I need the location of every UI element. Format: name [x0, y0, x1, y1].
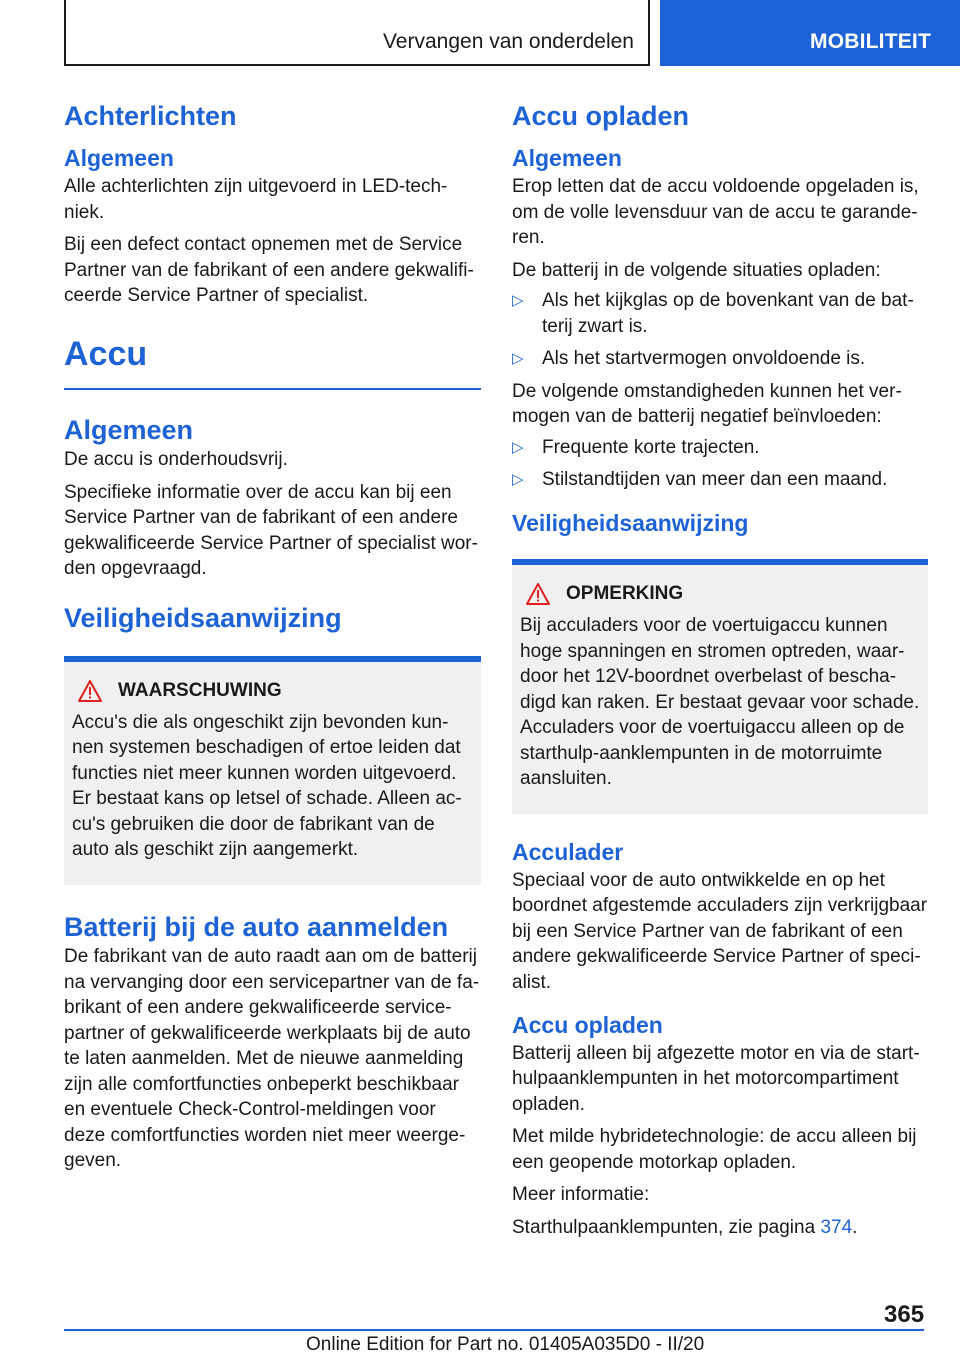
- warning-triangle-icon: [526, 583, 550, 605]
- page-number: 365: [884, 1301, 925, 1328]
- warning-text: Accu's die als ongeschikt zijn bevonden kun-nen systemen beschadigen of ertoe leiden dat functies niet meer kunnen worden uitgevoerd. Er bestaat kans op letsel of schade. Alleen ac-cu's gebruiken die door de fabrikant van de auto als geschikt zijn aangemerkt.: [72, 711, 462, 861]
- paragraph-accu-2: Specifieke informatie over de accu kan bij een Service Partner van de fabrikant of een andere gekwalificeerde Service Partner of specialist wor-den opgevraagd.: [64, 481, 478, 580]
- paragraph-opladen-2: De batterij in de volgende situaties opladen:: [512, 259, 881, 281]
- note-box: [512, 559, 928, 814]
- list-item: ▷ Stilstandtijden van meer dan een maand.: [512, 467, 928, 493]
- footer-edition: Online Edition for Part no. 01405A035D0 - II/20: [306, 1334, 705, 1355]
- triangle-bullet-icon: ▷: [512, 471, 524, 489]
- warning-label: WAARSCHUWING: [118, 679, 282, 701]
- heading-accu: Accu: [64, 334, 148, 373]
- paragraph-accu-1: De accu is onderhoudsvrij.: [64, 449, 288, 471]
- heading-achterlichten: Achterlichten: [64, 101, 237, 131]
- heading-acculader: Acculader: [512, 838, 624, 865]
- list-item: ▷ Frequente korte trajecten.: [512, 435, 928, 461]
- list-item: ▷ Als het kijkglas op de bovenkant van de bat-terij zwart is.: [512, 290, 914, 337]
- left-column: [64, 100, 481, 1174]
- paragraph-opladen2-2: Met milde hybridetechnologie: de accu alleen bij een geopende motorkap opladen.: [512, 1126, 917, 1173]
- heading-veiligheid-right: Veiligheidsaanwijzing: [512, 509, 749, 536]
- note-label: OPMERKING: [566, 583, 684, 605]
- heading-batterij-aanmelden: Batterij bij de auto aanmelden: [64, 911, 449, 942]
- footer-divider: [64, 1329, 924, 1331]
- warning-header: [72, 680, 473, 702]
- paragraph-opladen-1: Erop letten dat de accu voldoende opgeladen is, om de volle levensduur van de accu te garande-ren.: [512, 176, 919, 249]
- bullet-list-omstandigheden: [512, 435, 928, 493]
- heading-accu-opladen: Accu opladen: [512, 101, 690, 131]
- header-section-box: [64, 0, 650, 66]
- bullet-list-situaties: [512, 288, 928, 372]
- paragraph-acculader: Speciaal voor de auto ontwikkelde en op het boordnet afgestemde acculaders zijn verkrijgbaar bij een Service Partner van de fabrikant of een andere gekwalificeerde Service Partner of speci-alist.: [512, 869, 928, 993]
- heading-veiligheid-left: Veiligheidsaanwijzing: [64, 602, 342, 633]
- paragraph-opladen2-3: Meer informatie:: [512, 1184, 650, 1206]
- subheading-algemeen-opladen: Algemeen: [512, 145, 622, 172]
- paragraph-achter-2: Bij een defect contact opnemen met de Service Partner van de fabrikant of een andere gekwalifi-ceerde Service Partner of specialist.: [64, 234, 474, 307]
- list-item: ▷ Als het startvermogen onvoldoende is.: [512, 346, 928, 372]
- warning-triangle-icon: [78, 680, 102, 702]
- paragraph-batterij: De fabrikant van de auto raadt aan om de batterij na vervanging door een servicepartner van de fa-brikant of een andere gekwalificeerde service-partner of gekwalificeerde werkplaats bij de auto te laten aanmelden. Met de nieuwe aanmelding zijn alle comfortfuncties onbeperkt beschikbaar en eventuele Check-Control-meldingen voor deze comfortfuncties worden niet meer weerge-geven.: [64, 946, 480, 1172]
- paragraph-achter-1: Alle achterlichten zijn uitgevoerd in LED-tech-niek.: [64, 176, 448, 223]
- heading-accu-opladen-2: Accu opladen: [512, 1012, 663, 1039]
- subheading-algemeen-achter: Algemeen: [64, 145, 174, 172]
- paragraph-opladen-3: De volgende omstandigheden kunnen het ver-mogen van de batterij negatief beïnvloeden:: [512, 380, 902, 428]
- note-header: [520, 583, 920, 605]
- header-section-title: Vervangen van onderdelen: [382, 30, 634, 53]
- page-header: [0, 0, 960, 66]
- section-divider: [64, 388, 481, 390]
- header-chapter-tab[interactable]: [660, 0, 960, 66]
- paragraph-opladen2-1: Batterij alleen bij afgezette motor en via de start-hulpaanklempunten in het motorcompartiment opladen.: [512, 1042, 920, 1115]
- page-link-374[interactable]: 374: [820, 1216, 853, 1238]
- warning-box: [64, 656, 481, 885]
- triangle-bullet-icon: ▷: [512, 292, 524, 310]
- triangle-bullet-icon: ▷: [512, 438, 524, 456]
- heading-algemeen-accu: Algemeen: [64, 414, 194, 445]
- right-column: [512, 100, 928, 1240]
- note-text: Bij acculaders voor de voertuigaccu kunnen hoge spanningen en stromen optreden, waar-door het 12V-boordnet overbelast of bescha-digd kan raken. Er bestaat gevaar voor schade. Acculaders voor de voertuigaccu alleen op de starthulp-aanklempunten in de motorruimte aansluiten.: [520, 615, 920, 790]
- triangle-bullet-icon: ▷: [512, 350, 524, 368]
- paragraph-reference: Starthulpaanklempunten, zie pagina 374.: [512, 1216, 858, 1238]
- header-chapter-label: MOBILITEIT: [810, 30, 931, 53]
